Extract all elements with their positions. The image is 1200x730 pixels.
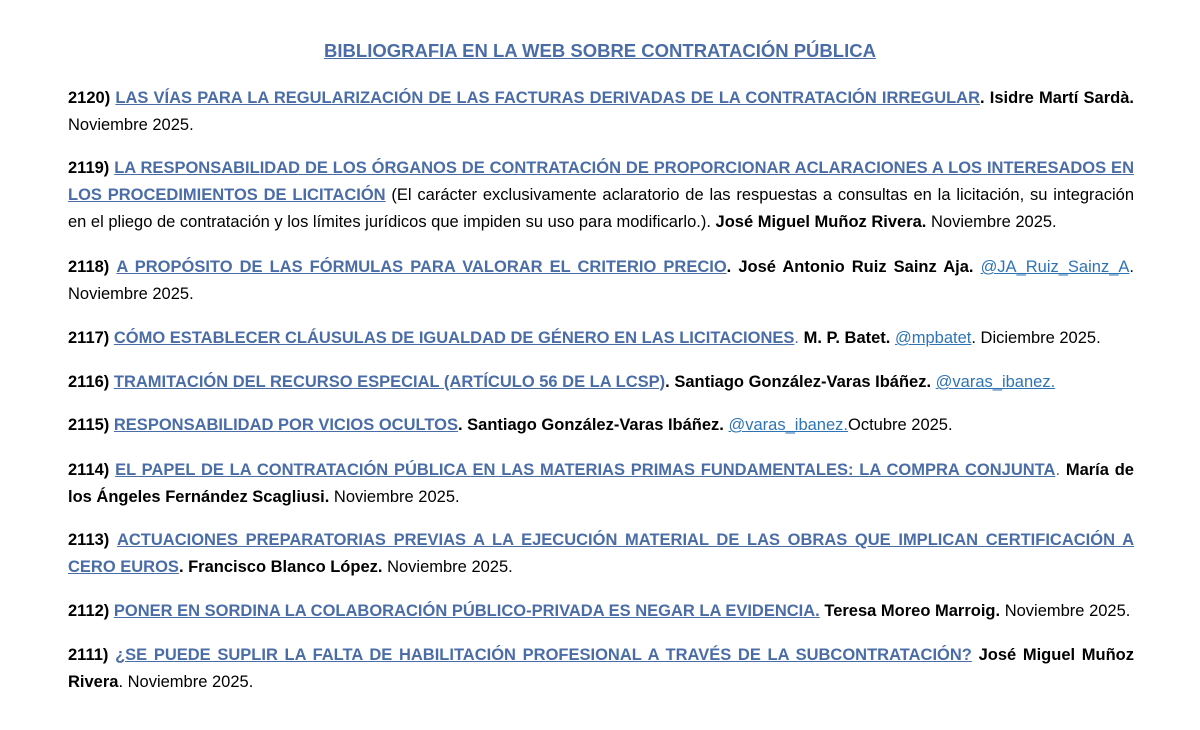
entry-author: . Isidre Martí Sardà. — [980, 89, 1134, 107]
entry-date: Noviembre 2025. — [333, 488, 460, 506]
entry-author: José Miguel Muñoz Rivera — [68, 646, 1134, 691]
link-punctuation: . — [1055, 461, 1061, 479]
article-link[interactable]: TRAMITACIÓN DEL RECURSO ESPECIAL (ARTÍCULO 56 DE LA LCSP) — [113, 373, 666, 391]
entry-number: 2115) — [68, 416, 110, 434]
entry-number: 2117) — [68, 329, 110, 347]
article-link[interactable]: LAS VÍAS PARA LA REGULARIZACIÓN DE LAS FACTURAS DERIVADAS DE LA CONTRATACIÓN IRREGULAR — [115, 89, 981, 107]
entry-description: (El carácter exclusivamente aclaratorio de las respuestas a consultas en la licitación, su integración en el pliego de contratación y los límites jurídicos que impiden su uso para modificarlo.). — [68, 186, 1134, 231]
list-item — [68, 254, 1134, 308]
entry-date: Octubre 2025. — [847, 416, 953, 434]
twitter-handle-link[interactable]: @JA_Ruiz_Sainz_A — [980, 258, 1130, 276]
article-link[interactable]: A PROPÓSITO DE LAS FÓRMULAS PARA VALORAR EL CRITERIO PRECIO — [116, 258, 727, 276]
entry-date: . Noviembre 2025. — [118, 673, 254, 691]
entry-number: 2116) — [68, 373, 110, 391]
twitter-handle-link[interactable]: @varas_ibanez. — [728, 416, 848, 434]
list-item — [68, 85, 1134, 139]
list-item — [68, 155, 1134, 236]
entry-number: 2119) — [68, 159, 110, 177]
page-title: BIBLIOGRAFIA EN LA WEB SOBRE CONTRATACIÓN PÚBLICA — [324, 40, 876, 61]
entry-date: Noviembre 2025. — [68, 116, 194, 134]
list-item — [68, 412, 1134, 439]
entry-date: Noviembre 2025. — [1004, 602, 1131, 620]
entry-author: María de los Ángeles Fernández Scagliusi. — [68, 461, 1134, 506]
entry-author: M. P. Batet. — [803, 329, 891, 347]
entry-number: 2111) — [68, 646, 109, 664]
list-item — [68, 457, 1134, 511]
entry-author: . Santiago González-Varas Ibáñez. — [457, 416, 724, 434]
list-item — [68, 642, 1134, 696]
article-link[interactable]: EL PAPEL DE LA CONTRATACIÓN PÚBLICA EN LAS MATERIAS PRIMAS FUNDAMENTALES: LA COMPRA CONJUNTA — [115, 461, 1056, 479]
entry-number: 2120) — [68, 89, 111, 107]
article-link[interactable]: ACTUACIONES PREPARATORIAS PREVIAS A LA EJECUCIÓN MATERIAL DE LAS OBRAS QUE IMPLICAN CERTIFICACIÓN A CERO EUROS — [68, 531, 1134, 576]
entry-author: Teresa Moreo Marroig. — [824, 602, 1001, 620]
entry-number: 2112) — [68, 602, 110, 620]
entry-number: 2113) — [68, 531, 110, 549]
list-item — [68, 598, 1134, 625]
article-link[interactable]: CÓMO ESTABLECER CLÁUSULAS DE IGUALDAD DE GÉNERO EN LAS LICITACIONES — [113, 329, 795, 347]
article-link[interactable]: RESPONSABILIDAD POR VICIOS OCULTOS — [113, 416, 458, 434]
entry-number: 2114) — [68, 461, 110, 479]
entry-author: . Santiago González-Varas Ibáñez. — [665, 373, 932, 391]
entry-date: Noviembre 2025. — [930, 213, 1057, 231]
article-link[interactable]: PONER EN SORDINA LA COLABORACIÓN PÚBLICO-PRIVADA ES NEGAR LA EVIDENCIA. — [113, 602, 820, 620]
entry-date: . Noviembre 2025. — [68, 258, 1134, 303]
twitter-handle-link[interactable]: @mpbatet — [894, 329, 972, 347]
link-punctuation: . — [794, 329, 799, 347]
twitter-handle-link[interactable]: @varas_ibanez. — [935, 373, 1056, 391]
article-link[interactable]: ¿SE PUEDE SUPLIR LA FALTA DE HABILITACIÓN PROFESIONAL A TRAVÉS DE LA SUBCONTRATACIÓN? — [115, 646, 972, 664]
entry-author: . Francisco Blanco López. — [178, 558, 383, 576]
list-item — [68, 325, 1134, 352]
list-item — [68, 527, 1134, 581]
list-item — [68, 369, 1134, 396]
entry-date: . Diciembre 2025. — [971, 329, 1101, 347]
entry-number: 2118) — [68, 258, 110, 276]
entry-date: Noviembre 2025. — [387, 558, 513, 576]
entry-author: . José Antonio Ruiz Sainz Aja. — [726, 258, 974, 276]
entry-author: José Miguel Muñoz Rivera. — [715, 213, 927, 231]
article-link[interactable]: LA RESPONSABILIDAD DE LOS ÓRGANOS DE CONTRATACIÓN DE PROPORCIONAR ACLARACIONES A LOS INTERESADOS EN LOS PROCEDIMIENTOS DE LICITACIÓN — [68, 159, 1134, 204]
